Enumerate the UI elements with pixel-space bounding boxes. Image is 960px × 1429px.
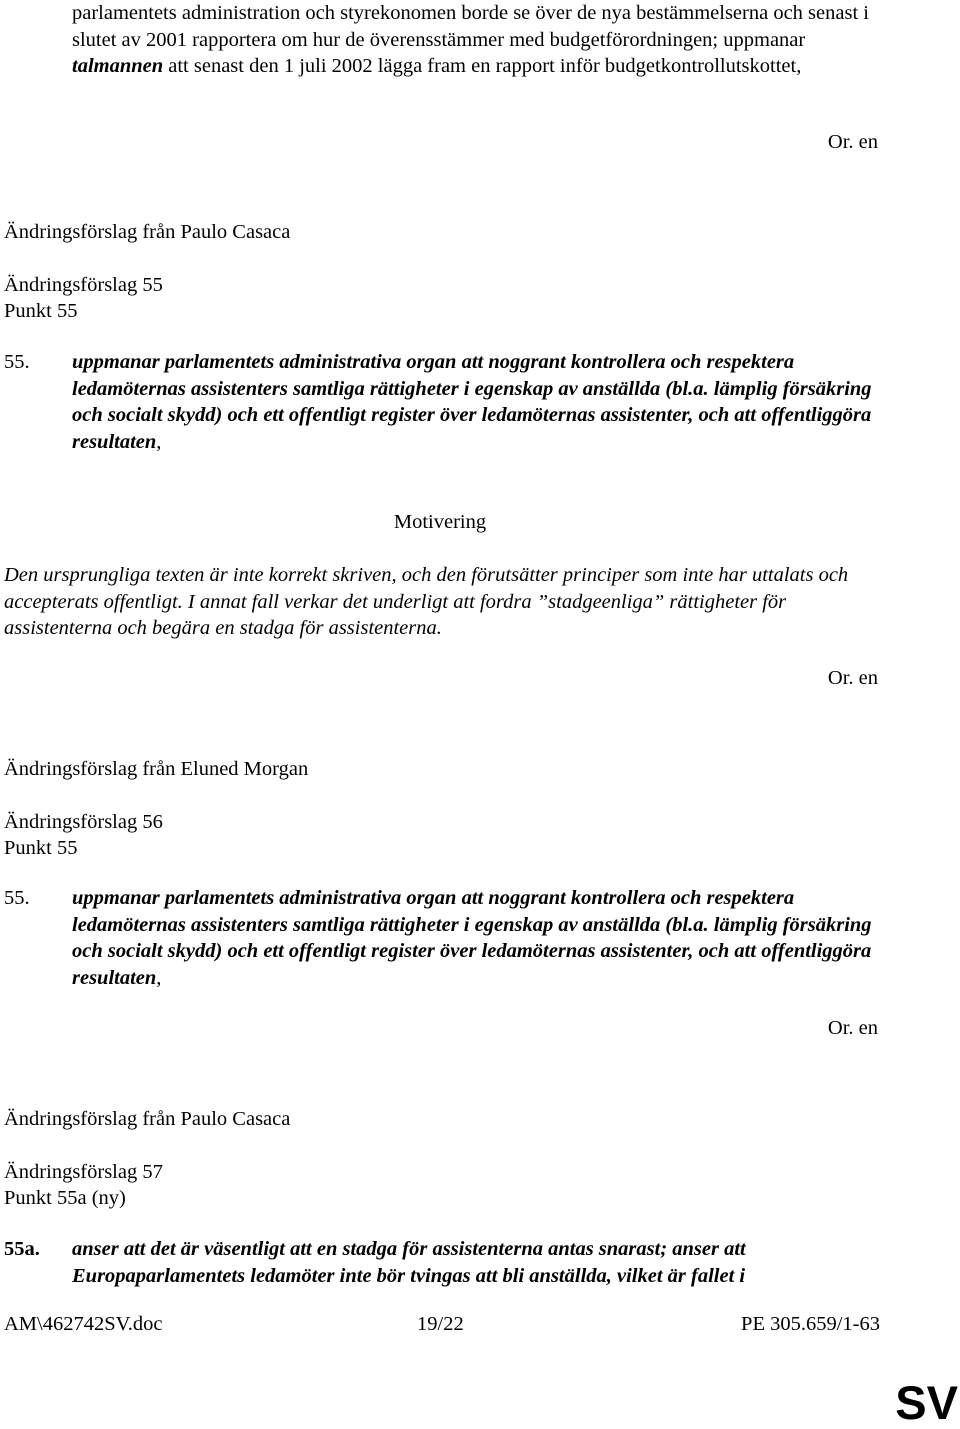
page-number: 19/22 — [417, 1313, 464, 1335]
intro-text-part1: parlamentets administration och styrekonomen borde se över de nya bestämmelserna och senast i slutet av 2001 rapportera om hur de överensstämmer med budgetförordningen; uppmanar — [72, 2, 869, 51]
intro-emphasis: talmannen — [72, 55, 164, 77]
amendment-paragraph — [4, 885, 884, 991]
paragraph-number: 55. — [4, 887, 30, 909]
paragraph-text: uppmanar parlamentets administrativa organ att noggrant kontrollera och respektera ledamöternas assistenters samtliga rättigheter i egenskap av anställda (bl.a. lämplig försäkring och socialt skydd) och ett offentligt register över ledamöternas assistenter, och att offentliggöra resultaten, — [72, 351, 872, 453]
amendment-point: Punkt 55 — [4, 300, 78, 322]
original-language-label: Or. en — [827, 1017, 878, 1039]
amendment-point: Punkt 55a (ny) — [4, 1187, 126, 1209]
paragraph-text: uppmanar parlamentets administrativa organ att noggrant kontrollera och respektera ledamöternas assistenters samtliga rättigheter i egenskap av anställda (bl.a. lämplig försäkring och socialt skydd) och ett offentligt register över ledamöternas assistenter, och att offentliggöra resultaten, — [72, 887, 872, 989]
paragraph-number: 55. — [4, 351, 30, 373]
amendment-number: Ändringsförslag 57 — [4, 1161, 163, 1183]
page-footer — [4, 1311, 880, 1337]
amendment-paragraph — [4, 349, 884, 455]
paragraph-text: anser att det är väsentligt att en stadga för assistenterna antas snarast; anser att Europaparlamentets ledamöter inte bör tvingas att bli anställda, vilket är fallet i — [72, 1238, 746, 1287]
paragraph-number: 55a. — [4, 1238, 40, 1260]
intro-paragraph — [72, 0, 872, 80]
justification-text: Den ursprungliga texten är inte korrekt skriven, och den förutsätter principer som inte har uttalats och accepterats offentligt. I annat fall verkar det underligt att fordra ”stadgeenliga” rättigheter för assistenterna och begära en stadga för assistenterna. — [4, 564, 849, 639]
amendment-point: Punkt 55 — [4, 837, 78, 859]
amendment-number: Ändringsförslag 55 — [4, 274, 163, 296]
amendment-author: Ändringsförslag från Paulo Casaca — [4, 1108, 291, 1130]
intro-text-part2: att senast den 1 juli 2002 lägga fram en rapport inför budgetkontrollutskottet, — [163, 55, 802, 77]
justification-title: Motivering — [393, 511, 487, 533]
amendment-number: Ändringsförslag 56 — [4, 811, 163, 833]
original-language-label: Or. en — [827, 131, 878, 153]
document-reference: AM\462742SV.doc — [4, 1313, 163, 1335]
language-code: SV — [895, 1376, 958, 1429]
amendment-author: Ändringsförslag från Paulo Casaca — [4, 221, 291, 243]
pe-reference: PE 305.659/1-63 — [741, 1313, 880, 1335]
amendment-author: Ändringsförslag från Eluned Morgan — [4, 758, 309, 780]
original-language-label: Or. en — [827, 667, 878, 689]
amendment-paragraph — [4, 1236, 884, 1289]
